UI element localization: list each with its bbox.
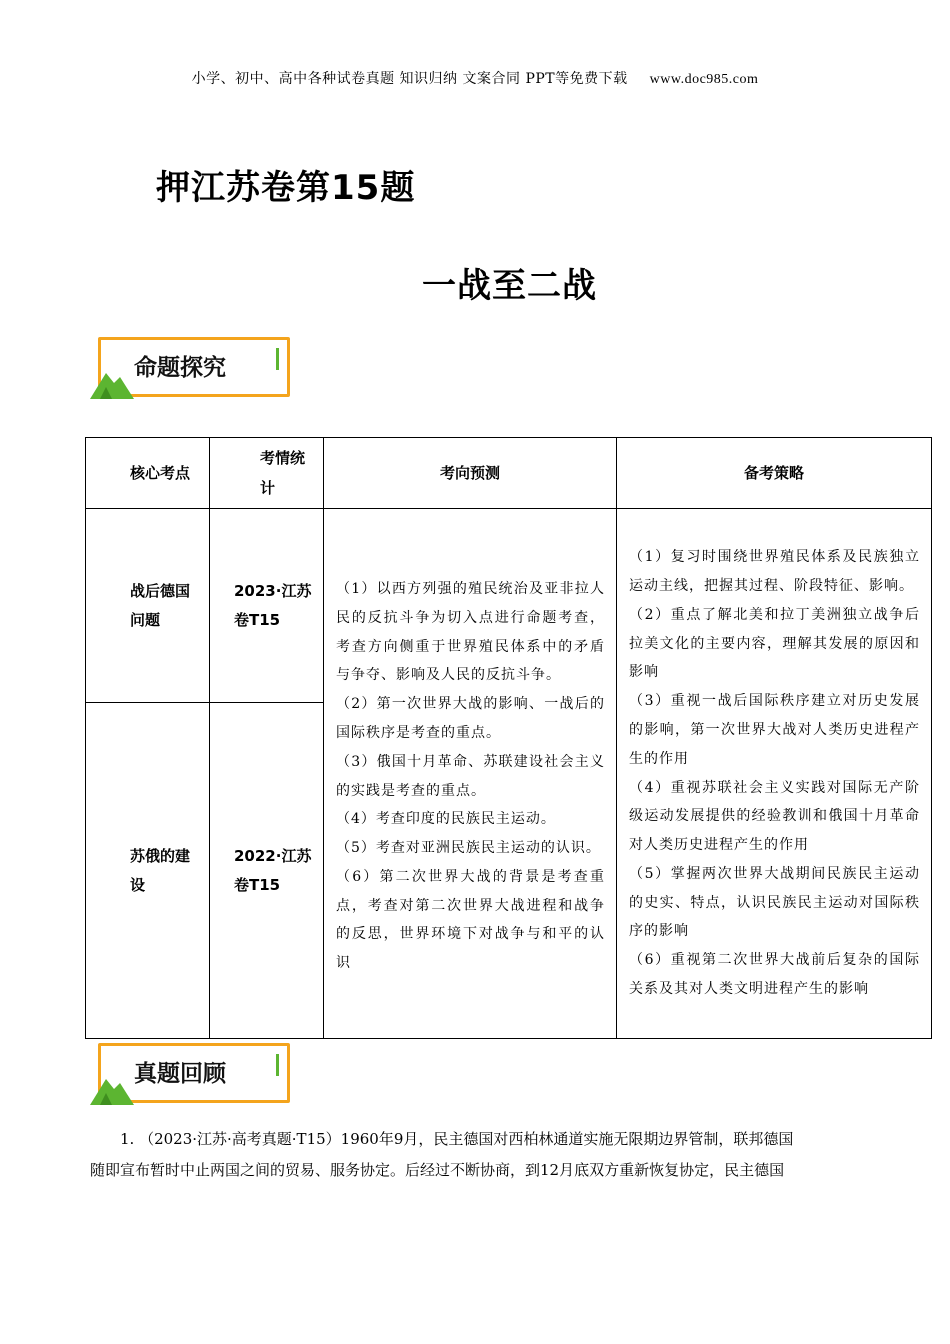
header-text: 小学、初中、高中各种试卷真题 知识归纳 文案合同 PPT等免费下载 xyxy=(191,71,628,87)
table-row xyxy=(86,509,932,703)
strategy-item: （3）重视一战后国际秩序建立对历史发展的影响，第一次世界大战对人类历史进程产生的作用 xyxy=(629,693,920,767)
forecast-item: （4）考查印度的民族民主运动。 xyxy=(336,811,556,828)
section-label: 真题回顾 xyxy=(134,1061,226,1087)
strategy-item: （5）掌握两次世界大战期间民族民主运动的史实、特点，认识民族民主运动对国际秩序的影响 xyxy=(629,865,920,940)
section-label: 命题探究 xyxy=(134,355,226,381)
mountain-icon xyxy=(90,365,134,399)
strategy-item: （6）重视第二次世界大战前后复杂的国际关系及其对人类文明进程产生的影响 xyxy=(629,952,920,998)
strategy-cell xyxy=(617,509,932,1039)
statistics-cell: 2023·江苏卷T15 xyxy=(210,509,324,703)
core-point-cell: 战后德国问题 xyxy=(86,509,210,703)
section-banner-inquiry xyxy=(90,337,288,399)
header-strategy: 备考策略 xyxy=(617,438,932,509)
table-header-row xyxy=(86,438,932,509)
forecast-item: （1）以西方列强的殖民统治及亚非拉人民的反抗斗争为切入点进行命题考查，考查方向侧重于世界殖民体系中的矛盾与争夺、影响及人民的反抗斗争。 xyxy=(336,580,605,684)
header-forecast: 考向预测 xyxy=(324,438,617,509)
exam-analysis-table xyxy=(85,437,932,1039)
page-header xyxy=(0,68,950,88)
question-line: 1. （2023·江苏·高考真题·T15）1960年9月，民主德国对西柏林通道实施无限期边界管制，联邦德国 xyxy=(120,1130,794,1148)
forecast-cell xyxy=(324,509,617,1039)
forecast-item: （6）第二次世界大战的背景是考查重点，考查对第二次世界大战进程和战争的反思，世界环境下对战争与和平的认识 xyxy=(336,868,605,972)
question-paragraph xyxy=(90,1124,870,1186)
mountain-icon xyxy=(90,1071,134,1105)
header-core-point: 核心考点 xyxy=(86,438,210,509)
forecast-item: （3）俄国十月革命、苏联建设社会主义的实践是考查的重点。 xyxy=(336,753,605,799)
forecast-item: （2）第一次世界大战的影响、一战后的国际秩序是考查的重点。 xyxy=(336,696,605,741)
question-line: 随即宣布暂时中止两国之间的贸易、服务协定。后经过不断协商，到12月底双方重新恢复协定，民主德国 xyxy=(90,1161,785,1179)
page-subtitle: 一战至二战 xyxy=(422,266,597,306)
header-url[interactable]: www.doc985.com xyxy=(649,72,759,87)
page-title: 押江苏卷第15题 xyxy=(156,168,416,208)
header-statistics: 考情统计 xyxy=(210,438,324,509)
section-banner-review xyxy=(90,1043,288,1105)
strategy-item: （2）重点了解北美和拉丁美洲独立战争后拉美文化的主要内容，理解其发展的原因和影响 xyxy=(629,606,920,681)
statistics-cell: 2022·江苏卷T15 xyxy=(210,703,324,1039)
forecast-item: （5）考查对亚洲民族民主运动的认识。 xyxy=(336,840,601,857)
strategy-item: （1）复习时围绕世界殖民体系及民族独立运动主线，把握其过程、阶段特征、影响。 xyxy=(629,549,920,594)
core-point-cell: 苏俄的建设 xyxy=(86,703,210,1039)
strategy-item: （4）重视苏联社会主义实践对国际无产阶级运动发展提供的经验教训和俄国十月革命对人类历史进程产生的作用 xyxy=(629,779,920,854)
